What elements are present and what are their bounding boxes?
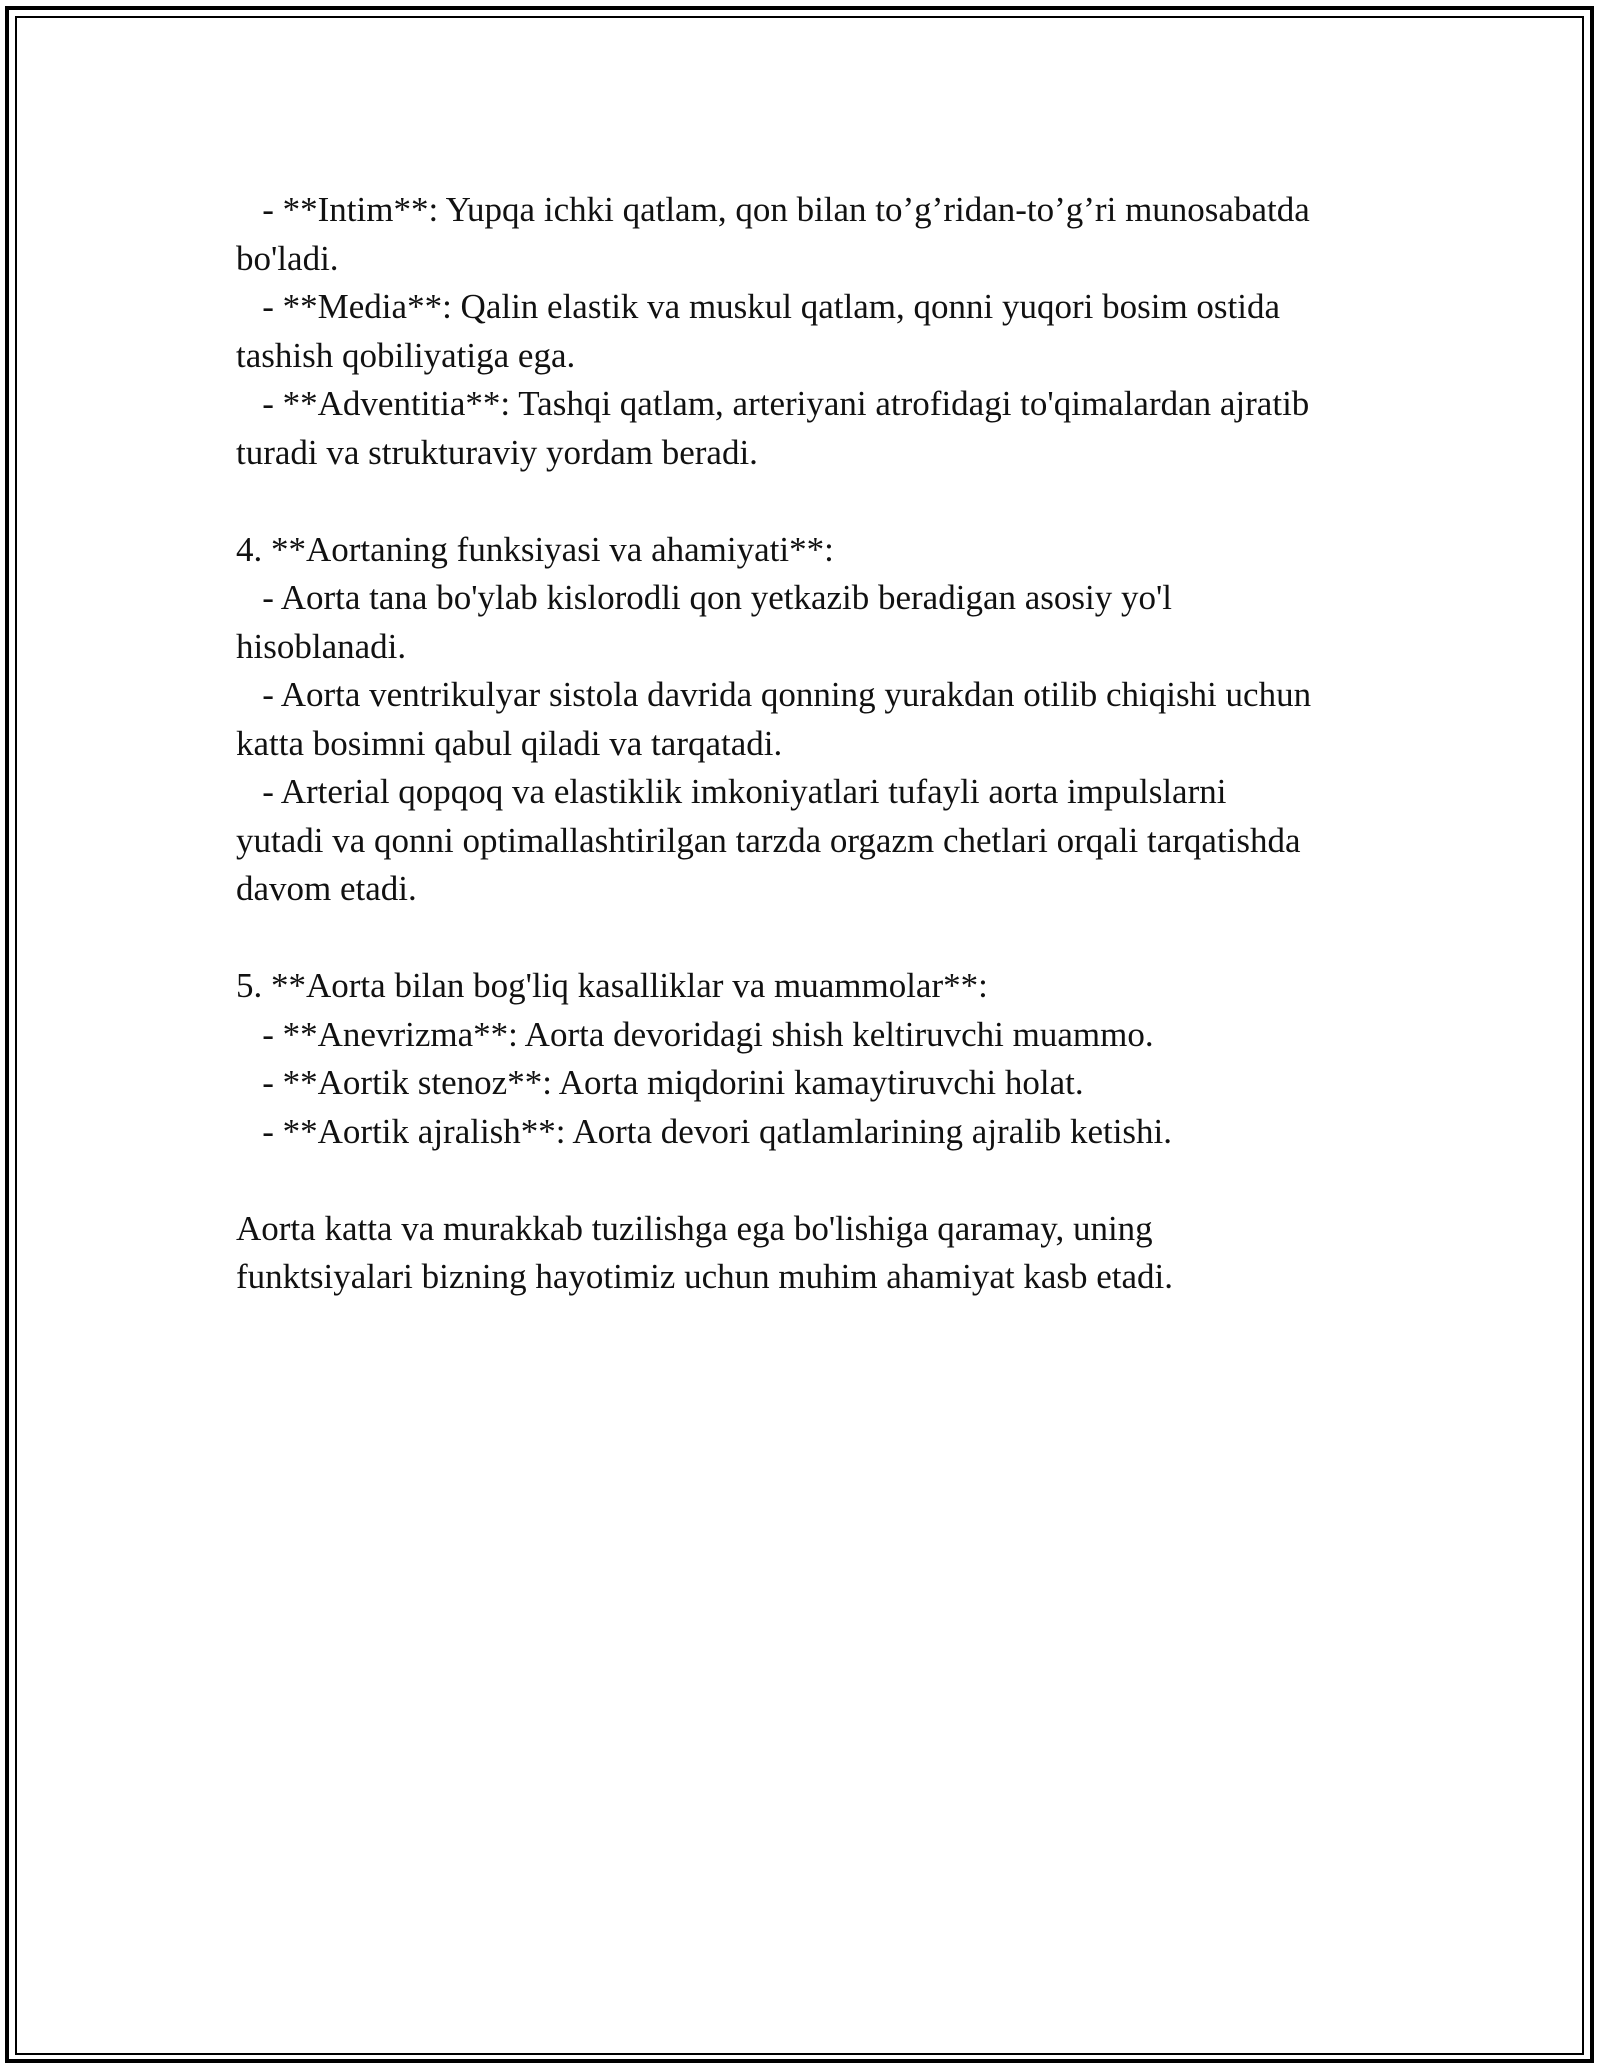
text-line: bo'ladi. xyxy=(236,238,339,278)
text-line: - **Adventitia**: Tashqi qatlam, arteriyani atrofidagi to'qimalardan ajratib xyxy=(236,384,1310,423)
text-line: katta bosimni qabul qiladi va tarqatadi. xyxy=(236,723,783,763)
section-aorta-function xyxy=(236,526,1396,914)
text-line: tashish qobiliyatiga ega. xyxy=(236,335,576,375)
text-line: - **Aortik ajralish**: Aorta devori qatlamlarining ajralib ketishi. xyxy=(236,1111,1173,1151)
document-body xyxy=(236,186,1396,1302)
text-line: turadi va strukturaviy yordam beradi. xyxy=(236,432,758,472)
text-line: hisoblanadi. xyxy=(236,626,407,666)
text-line: Aorta katta va murakkab tuzilishga ega bo'lishiga qaramay, uning xyxy=(236,1208,1153,1248)
section-conclusion xyxy=(236,1205,1396,1302)
text-line: - **Media**: Qalin elastik va muskul qatlam, qonni yuqori bosim ostida xyxy=(236,287,1281,326)
section-heading: 4. **Aortaning funksiyasi va ahamiyati**: xyxy=(236,529,834,569)
text-line: - Aorta tana bo'ylab kislorodli qon yetkazib beradigan asosiy yo'l xyxy=(236,578,1173,617)
text-line: - **Aortik stenoz**: Aorta miqdorini kamaytiruvchi holat. xyxy=(236,1063,1084,1102)
section-heading: 5. **Aorta bilan bog'liq kasalliklar va muammolar**: xyxy=(236,966,988,1005)
paragraph-spacer xyxy=(236,1156,1396,1205)
paragraph-spacer xyxy=(236,477,1396,526)
section-aorta-diseases xyxy=(236,962,1396,1156)
text-line: - Arterial qopqoq va elastiklik imkoniyatlari tufayli aorta impulslarni xyxy=(236,772,1227,811)
text-line: - **Anevrizma**: Aorta devoridagi shish keltiruvchi muammo. xyxy=(236,1014,1154,1054)
text-line: - **Intim**: Yupqa ichki qatlam, qon bilan to’g’ridan-to’g’ri munosabatda xyxy=(236,190,1310,229)
section-artery-layers xyxy=(236,186,1396,477)
text-line: funktsiyalari bizning hayotimiz uchun muhim ahamiyat kasb etadi. xyxy=(236,1257,1174,1296)
text-line: yutadi va qonni optimallashtirilgan tarzda orgazm chetlari orqali tarqatishda xyxy=(236,820,1301,860)
text-line: davom etadi. xyxy=(236,869,417,908)
text-line: - Aorta ventrikulyar sistola davrida qonning yurakdan otilib chiqishi uchun xyxy=(236,675,1312,714)
paragraph-spacer xyxy=(236,914,1396,963)
